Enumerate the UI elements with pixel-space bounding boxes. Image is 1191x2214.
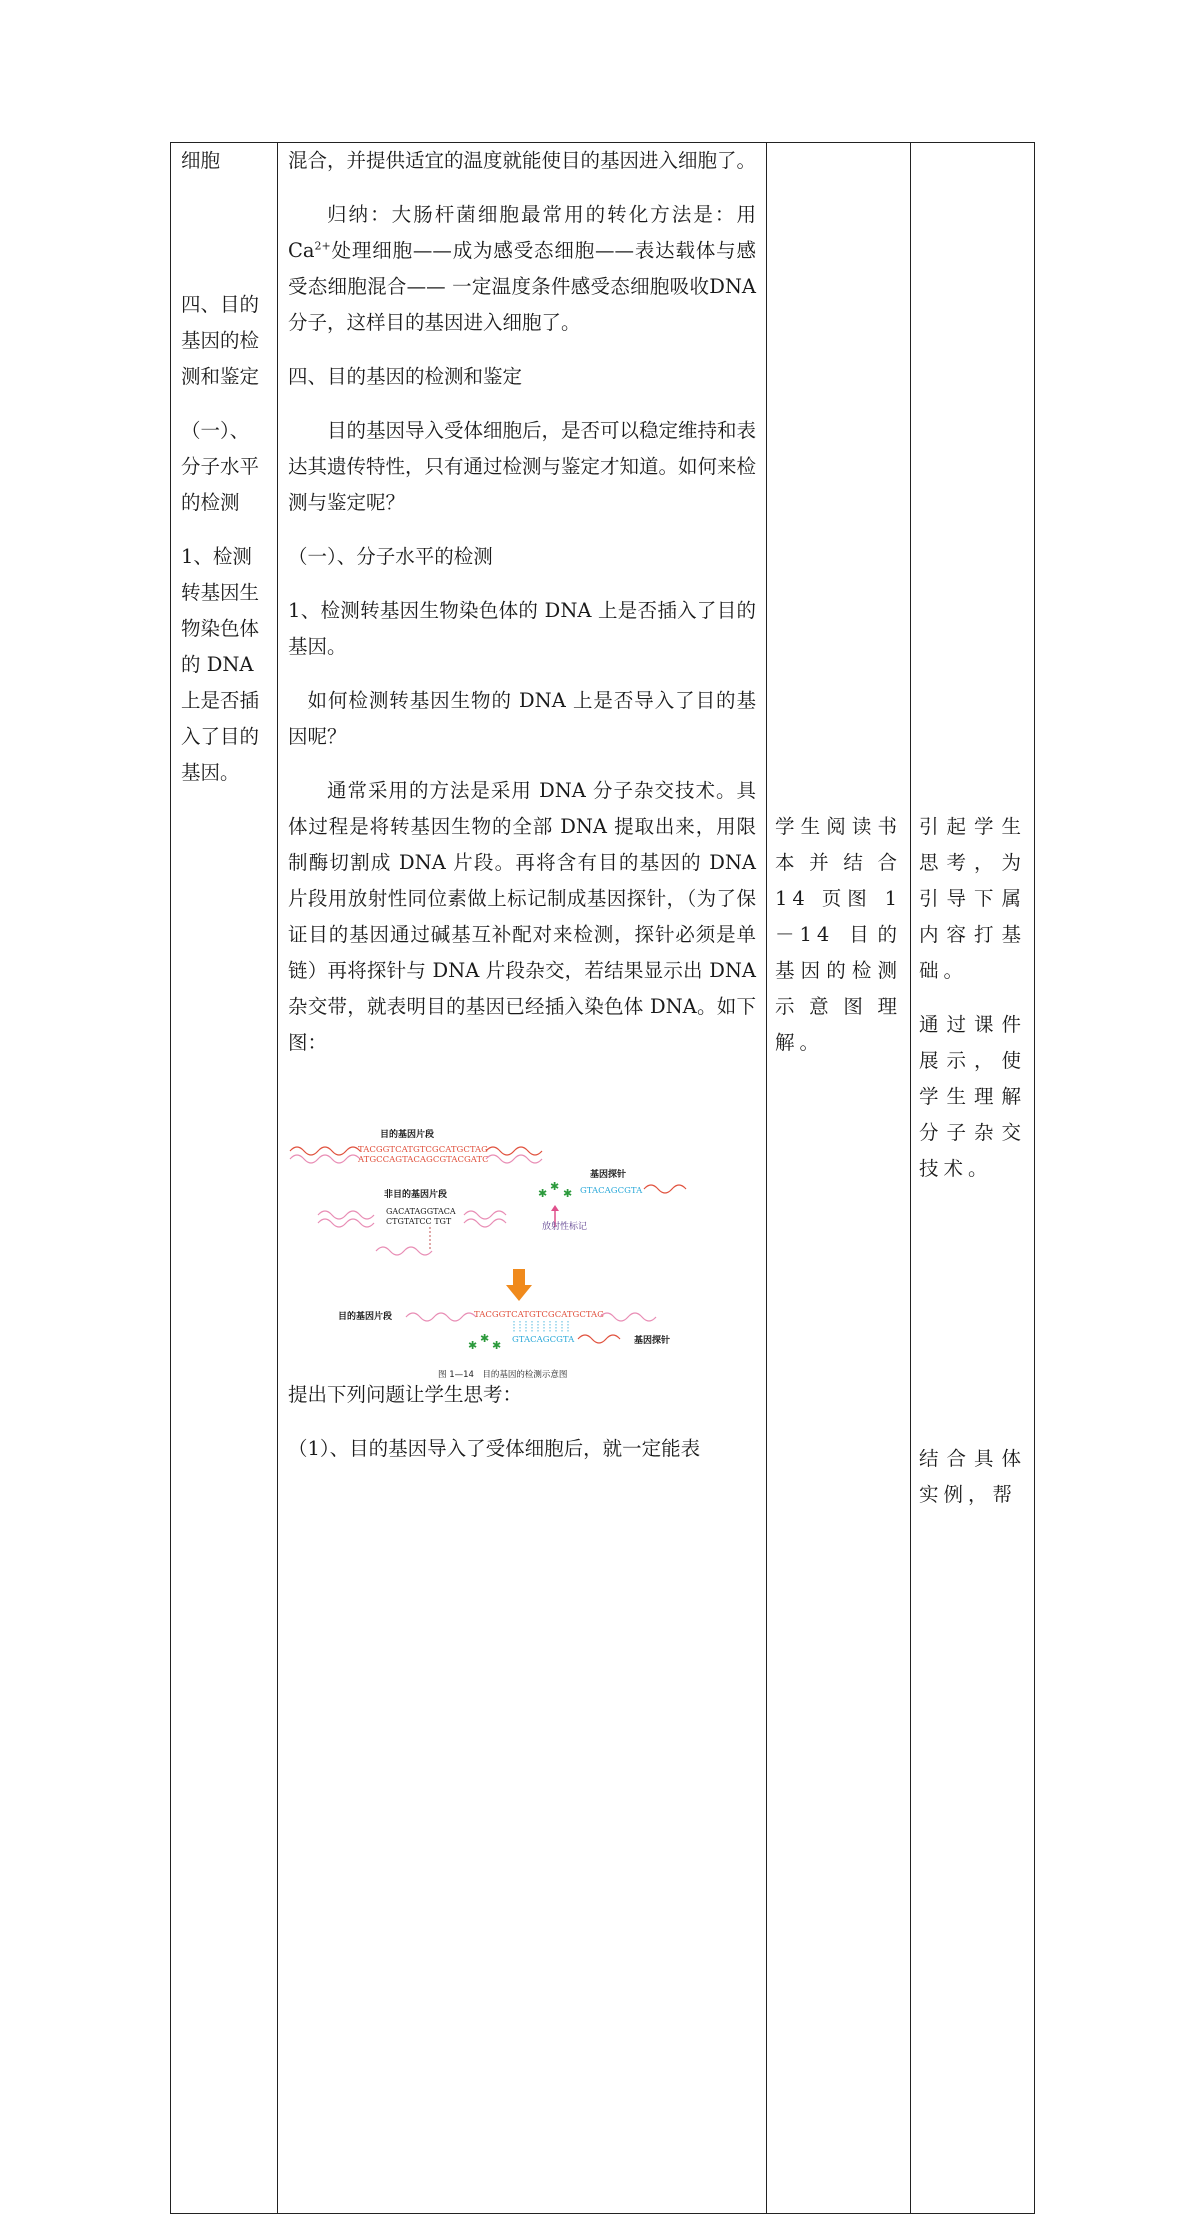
seq-nontarget-top: GACATAGGTACA xyxy=(386,1207,456,1216)
base-pairing-lines xyxy=(514,1321,568,1333)
dna-hybridization-figure xyxy=(288,1125,748,1395)
intent-text-3: 结合具体实例，帮 xyxy=(919,1447,1026,1506)
label-probe-result: 基因探针 xyxy=(634,1336,671,1346)
content-item-1: 1、检测转基因生物染色体的 DNA 上是否插入了目的基因。 xyxy=(288,599,756,658)
seq-result-probe: GTACAGCGTA xyxy=(512,1335,575,1345)
figure-caption: 图 1—14 目的基因的检测示意图 xyxy=(438,1370,568,1380)
student-activity-text: 学生阅读书本并结合 14 页图 1－14 目的基因的检测示意图理解。 xyxy=(775,815,902,1054)
label-target-fragment: 目的基因片段 xyxy=(380,1130,435,1140)
content-paragraph-summary: 归纳：大肠杆菌细胞最常用的转化方法是：用$Ca^{2+}$处理细胞——成为感受态细胞——表达载体与感受态细胞混合—— 一定温度条件感受态细胞吸收DNA 分子，这样目的基因进入细胞了。 xyxy=(288,203,756,334)
label-radioactive: 放射性标记 xyxy=(542,1222,588,1232)
content-subsection-heading: （一）、分子水平的检测 xyxy=(288,545,493,568)
svg-text:✱: ✱ xyxy=(550,1180,560,1193)
lesson-table xyxy=(170,142,1035,2214)
radioactive-star-result-icon xyxy=(468,1332,501,1352)
label-nontarget-fragment: 非目的基因片段 xyxy=(384,1190,448,1200)
calcium-symbol: Ca xyxy=(288,239,315,262)
content-question: 如何检测转基因生物的 DNA 上是否导入了目的基因呢？ xyxy=(288,689,756,748)
content-question-1: （1）、目的基因导入了受体细胞后，就一定能表 xyxy=(288,1437,701,1460)
intent-text-1: 引起学生思考，为引导下属内容打基础。 xyxy=(919,815,1026,982)
column-design-intent xyxy=(911,143,1035,2214)
content-paragraph-intro: 目的基因导入受体细胞后，是否可以稳定维持和表达其遗传特性，只有通过检测与鉴定才知道。如何来检测与鉴定呢？ xyxy=(288,419,757,514)
topic-cell-top: 细胞 xyxy=(181,149,221,172)
svg-text:✱: ✱ xyxy=(480,1332,490,1345)
topic-heading: 四、目的基因的检测和鉴定 xyxy=(181,293,260,388)
process-arrow-icon xyxy=(513,1269,525,1287)
dna-strand-left xyxy=(290,1147,360,1155)
content-method-paragraph: 通常采用的方法是采用 DNA 分子杂交技术。具体过程是将转基因生物的全部 DNA 提取出来，用限制酶切割成 DNA 片段。再将含有目的基因的 DNA 片段用放射性同位素做上标记制成基因探针，（为了保证目的基因通过碱基互补配对来检测，探针必须是单链）再将探针与 DNA 片段杂交，若结果显示出 DNA 杂交带，就表明目的基因已经插入染色体 DNA。如下图： xyxy=(288,779,756,1054)
seq-target-bottom: ATGCCAGTACAGCGTACGATC xyxy=(358,1155,489,1165)
seq-probe: GTACAGCGTA xyxy=(580,1186,643,1196)
dna-strand-right xyxy=(486,1147,542,1155)
content-prompt: 提出下列问题让学生思考： xyxy=(288,1383,523,1406)
topic-subheading: （一）、分子水平的检测 xyxy=(181,419,260,514)
seq-nontarget-bottom: CTGTATCC TGT xyxy=(386,1217,452,1226)
label-probe: 基因探针 xyxy=(590,1170,627,1180)
seq-target-top: TACGGTCATGTCGCATGCTAG xyxy=(358,1145,488,1155)
content-section-heading: 四、目的基因的检测和鉴定 xyxy=(288,365,523,388)
column-content xyxy=(278,143,767,2214)
column-topic xyxy=(171,143,278,2214)
svg-text:✱: ✱ xyxy=(538,1187,548,1200)
calcium-charge: 2+ xyxy=(314,239,331,253)
radioactive-star-icon xyxy=(538,1180,572,1200)
topic-item-1: 1、检测转基因生物染色体的 DNA 上是否插入了目的基因。 xyxy=(181,545,260,784)
content-paragraph-0: 混合，并提供适宜的温度就能使目的基因进入细胞了。 xyxy=(288,149,757,172)
label-target-fragment-result: 目的基因片段 xyxy=(338,1312,393,1322)
svg-text:✱: ✱ xyxy=(563,1187,573,1200)
svg-text:✱: ✱ xyxy=(468,1339,478,1352)
seq-result-top: TACGGTCATGTCGCATGCTAG xyxy=(474,1310,604,1320)
intent-text-2: 通过课件展示，使学生理解分子杂交技术。 xyxy=(919,1013,1026,1180)
column-student-activity xyxy=(767,143,911,2214)
svg-text:✱: ✱ xyxy=(492,1339,502,1352)
